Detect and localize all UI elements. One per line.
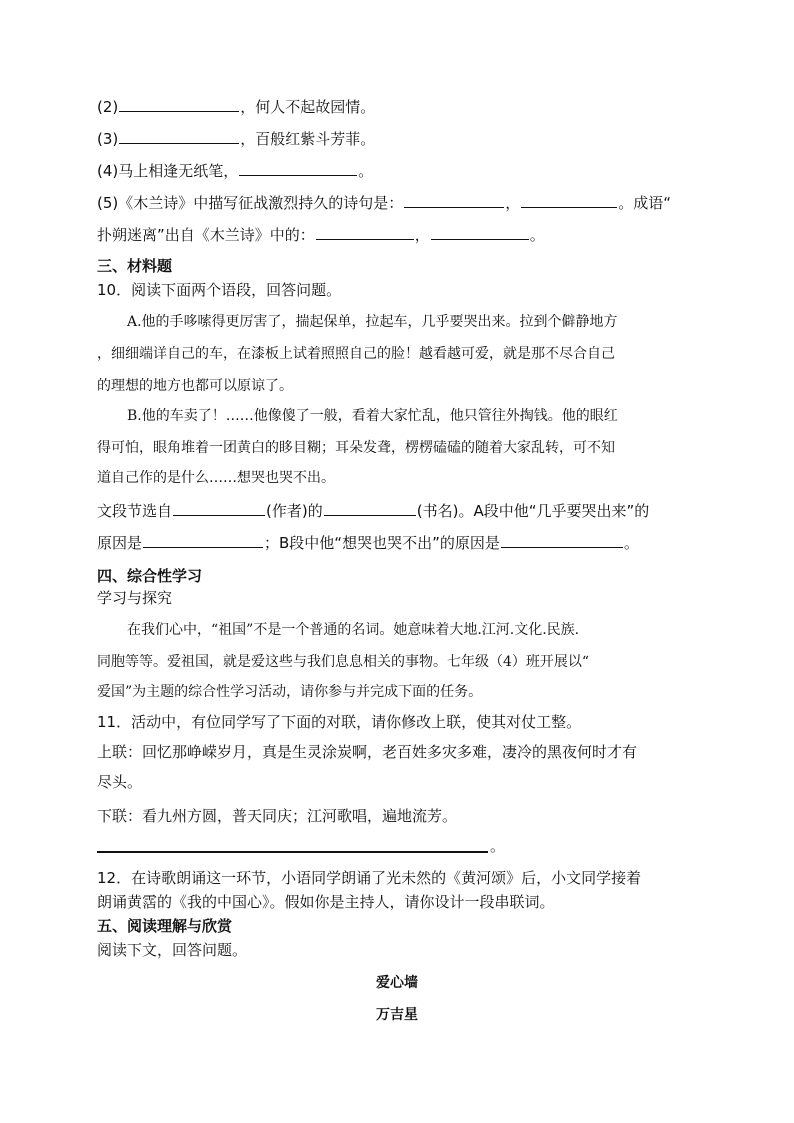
q9-line-5-text: (5)《木兰诗》中描写征战激烈持久的诗句是： [97, 194, 404, 212]
section-4-intro-line-1: 在我们心中，“祖国”不是一个普通的名词。她意味着大地.江河.文化.民族. [127, 622, 580, 638]
book-title-blank[interactable] [324, 500, 416, 516]
section-5-heading: 五、阅读理解与欣赏 [97, 917, 233, 935]
q11-answer-end: 。 [490, 837, 506, 855]
q9-line-2-number: (2) [97, 98, 119, 116]
q9-line-4-text: (4)马上相逢无纸笔， [97, 162, 239, 180]
section-3-heading: 三、材料题 [97, 257, 173, 275]
q10-question-1c: (书名)。A段中他“几乎要哭出来”的 [416, 502, 650, 520]
q9-line-6-text: 扑朔迷离”出自《木兰诗》中的： [97, 226, 315, 244]
q10-passage-b-line-3: 道自己作的是什么……想哭也哭不出。 [97, 470, 335, 486]
article-title: 爱心墙 [376, 975, 418, 991]
q9-line-4-end: 。 [358, 162, 374, 180]
author-blank[interactable] [173, 500, 265, 516]
q9-line-6-end: 。 [529, 226, 545, 244]
q12-line-1: 12．在诗歌朗诵这一环节，小语同学朗诵了光未然的《黄河颂》后，小文同学接着 [97, 869, 642, 887]
q10-question-2a: 原因是 [97, 534, 143, 552]
q10-passage-b-line-1: B.他的车卖了！……他像傻了一般，看着大家忙乱，他只管往外掏钱。他的眼红 [127, 408, 618, 424]
answer-blank[interactable] [239, 160, 357, 176]
answer-blank[interactable] [431, 224, 529, 240]
answer-blank[interactable] [521, 192, 617, 208]
q9-line-5-end: 。成语“ [618, 194, 672, 212]
answer-blank[interactable] [316, 224, 414, 240]
answer-blank[interactable] [119, 128, 239, 144]
q11-answer-line[interactable] [97, 851, 488, 853]
article-author: 万吉星 [376, 1007, 418, 1023]
q10-question-2b: ；B段中他“想哭也哭不出”的原因是 [264, 534, 500, 552]
section-4-subheading: 学习与探究 [97, 589, 173, 607]
q11-prompt: 11．活动中，有位同学写了下面的对联，请你修改上联，使其对仗工整。 [97, 713, 582, 731]
q11-upper-couplet-line-2: 尽头。 [97, 773, 143, 791]
q10-question-1b: (作者)的 [266, 502, 323, 520]
q10-question-1a: 文段节选自 [97, 502, 173, 520]
q9-line-6-comma: ， [414, 226, 430, 244]
section-4-heading: 四、综合性学习 [97, 567, 203, 585]
answer-blank[interactable] [119, 96, 239, 112]
q9-line-5-comma: ， [505, 194, 521, 212]
q10-question-line-1 [97, 500, 649, 521]
q9-line-2-text: ，何人不起故园情。 [240, 98, 376, 116]
q9-line-3-text: ，百般红紫斗芳菲。 [240, 130, 376, 148]
q10-question-2c: 。 [623, 534, 639, 552]
section-4-intro-line-3: 爱国”为主题的综合性学习活动，请你参与并完成下面的任务。 [97, 684, 483, 700]
answer-blank[interactable] [404, 192, 504, 208]
q9-line-3 [97, 128, 375, 149]
q9-line-4 [97, 160, 373, 181]
q11-lower-couplet: 下联：看九州方圆，普天同庆；江河歌唱，遍地流芳。 [97, 807, 458, 825]
section-5-prompt: 阅读下文，回答问题。 [97, 941, 248, 959]
q11-upper-couplet-line-1: 上联：回忆那峥嵘岁月，真是生灵涂炭啊，老百姓多灾多难，凄冷的黑夜何时才有 [97, 743, 638, 761]
q9-line-6 [97, 224, 545, 245]
q10-passage-a-line-1: A.他的手哆嗦得更厉害了，揣起保单，拉起车，几乎要哭出来。拉到个僻静地方 [127, 314, 618, 330]
q9-line-5 [97, 192, 671, 213]
q10-question-line-2 [97, 532, 639, 553]
q9-line-2 [97, 96, 375, 117]
q10-passage-a-line-3: 的理想的地方也都可以原谅了。 [97, 378, 293, 394]
q10-passage-a-line-2: ，细细端详自己的车，在漆板上试着照照自己的脸！越看越可爱，就是那不尽合自己 [97, 346, 615, 362]
section-4-intro-line-2: 同胞等等。爱祖国，就是爱这些与我们息息相关的事物。七年级（4）班开展以“ [97, 654, 590, 670]
q12-line-2: 朗诵黄霑的《我的中国心》。假如你是主持人，请你设计一段串联词。 [97, 893, 555, 911]
q10-passage-b-line-2: 得可怕，眼角堆着一团黄白的眵目糊；耳朵发聋，楞楞磕磕的随着大家乱转，可不知 [97, 440, 615, 456]
q10-prompt: 10．阅读下面两个语段，回答问题。 [97, 281, 342, 299]
reason-b-blank[interactable] [501, 532, 623, 548]
q9-line-3-number: (3) [97, 130, 119, 148]
reason-a-blank[interactable] [143, 532, 263, 548]
